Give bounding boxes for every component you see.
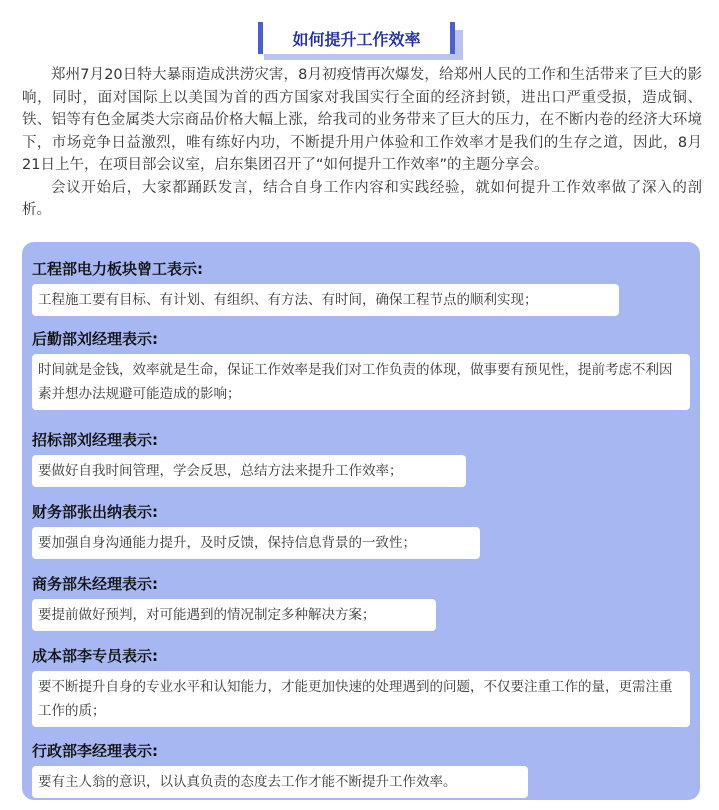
speaker-label: 工程部电力板块曾工表示:	[32, 260, 203, 278]
speech-item	[32, 429, 466, 487]
speech-item	[32, 573, 436, 631]
speech-text: 要做好自我时间管理，学会反思，总结方法来提升工作效率；	[32, 455, 466, 487]
speaker-label: 财务部张出纳表示:	[32, 503, 158, 521]
speech-text: 工程施工要有目标、有计划、有组织、有方法、有时间，确保工程节点的顺利实现；	[32, 284, 619, 316]
speaker-label: 行政部李经理表示:	[32, 742, 158, 760]
speech-item	[32, 328, 690, 410]
speaker-label: 成本部李专员表示:	[32, 647, 158, 665]
title-banner	[258, 22, 463, 58]
speech-text: 要不断提升自身的专业水平和认知能力，才能更加快速的处理遇到的问题，不仅要注重工作的量，更需注重工作的质；	[32, 671, 690, 727]
speaker-label: 商务部朱经理表示:	[32, 575, 158, 593]
page-title: 如何提升工作效率	[258, 22, 455, 54]
speeches-panel	[22, 242, 700, 800]
speech-item	[32, 501, 480, 559]
intro-paragraph-1: 郑州7月20日特大暴雨造成洪涝灾害，8月初疫情再次爆发，给郑州人民的工作和生活带来了巨大的影响，同时，面对国际上以美国为首的西方国家对我国实行全面的经济封锁，进出口严重受损，造成铜、铁、铝等有色金属类大宗商品价格大幅上涨，给我司的业务带来了巨大的压力，在不断内卷的经济大环境下，市场竞争日益激烈，唯有练好内功，不断提升用户体验和工作效率才是我们的生存之道，因此，8月21日上午，在项目部会议室，启东集团召开了“如何提升工作效率”的主题分享会。	[22, 67, 702, 173]
speech-text: 时间就是金钱，效率就是生命，保证工作效率是我们对工作负责的体现，做事要有预见性，提前考虑不利因素并想办法规避可能造成的影响；	[32, 354, 690, 410]
speech-item	[32, 645, 690, 727]
speech-text: 要提前做好预判，对可能遇到的情况制定多种解决方案；	[32, 599, 436, 631]
intro-section	[22, 64, 702, 222]
speech-text: 要加强自身沟通能力提升，及时反馈，保持信息背景的一致性；	[32, 527, 480, 559]
speaker-label: 招标部刘经理表示:	[32, 431, 158, 449]
speaker-label: 后勤部刘经理表示:	[32, 330, 158, 348]
speech-item	[32, 740, 528, 798]
speech-text: 要有主人翁的意识，以认真负责的态度去工作才能不断提升工作效率。	[32, 766, 528, 798]
intro-paragraph-2: 会议开始后，大家都踊跃发言，结合自身工作内容和实践经验，就如何提升工作效率做了深入的剖析。	[22, 179, 702, 218]
speech-item	[32, 258, 619, 316]
